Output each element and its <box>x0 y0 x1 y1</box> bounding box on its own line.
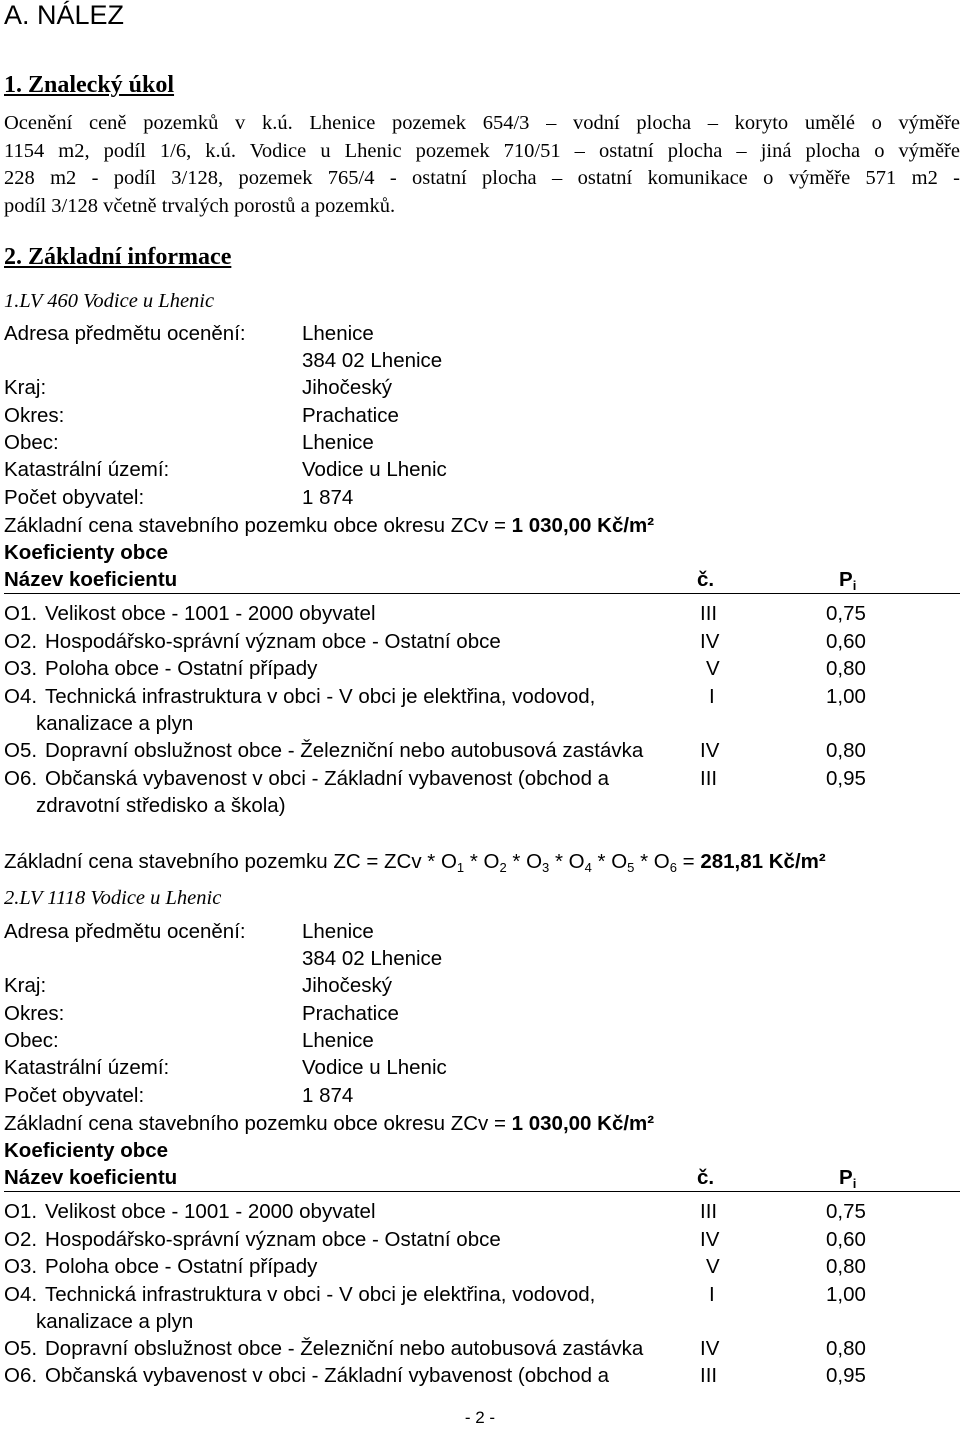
address-line-1: Lhenice <box>302 920 374 943</box>
coef-code: O3. <box>4 1255 38 1278</box>
coef-p: 1,00 <box>826 685 866 708</box>
coef-p: 0,80 <box>826 1337 866 1360</box>
okres-label: Okres: <box>4 404 65 427</box>
coef-text: Občanská vybavenost v obci - Základní vybavenost (obchod a <box>45 767 610 790</box>
coef-p: 0,75 <box>826 602 866 625</box>
kraj-value: Jihočeský <box>302 376 393 399</box>
col-p-letter: P <box>839 1166 853 1189</box>
coef-c: V <box>706 1255 720 1278</box>
coef-p: 1,00 <box>826 1283 866 1306</box>
coef-p: 0,80 <box>826 739 866 762</box>
task-line: 1154 m2, podíl 1/6, k.ú. Vodice u Lhenic pozemek 710/51 – ostatní plocha – jiná plocha o výměře <box>4 139 960 162</box>
section-1-title: 1. Znalecký úkol <box>4 72 175 98</box>
col-c-header: č. <box>697 1166 715 1189</box>
col-p-subscript: i <box>852 578 857 593</box>
sub-3: 3 <box>542 860 550 875</box>
page-number: - 2 - <box>464 1408 496 1427</box>
coef-code: O2. <box>4 630 38 653</box>
coef-table-header <box>4 566 960 594</box>
address-line-1: Lhenice <box>302 322 374 345</box>
task-line: Ocenění ceně pozemků v k.ú. Lhenice pozemek 654/3 – vodní plocha – koryto umělé o výměře <box>4 112 960 134</box>
coef-text: Velikost obce - 1001 - 2000 obyvatel <box>45 1200 376 1223</box>
address-line-2: 384 02 Lhenice <box>302 349 443 372</box>
coef-code: O1. <box>4 602 38 625</box>
coef-c: IV <box>700 630 720 653</box>
coef-c: III <box>700 1200 718 1223</box>
coef-p: 0,60 <box>826 1228 866 1251</box>
kraj-label: Kraj: <box>4 376 47 399</box>
coef-p: 0,80 <box>826 1255 866 1278</box>
coef-text: Poloha obce - Ostatní případy <box>45 1255 318 1278</box>
col-c-header: č. <box>697 568 715 591</box>
ku-label: Katastrální území: <box>4 1056 170 1079</box>
coef-table-header <box>4 1164 960 1192</box>
coef-code: O5. <box>4 739 38 762</box>
section-2-title: 2. Základní informace <box>4 244 232 270</box>
coef-c: I <box>709 685 715 708</box>
zcv-text: Základní cena stavebního pozemku obce okresu ZCv = <box>4 1112 512 1135</box>
coef-text: Hospodářsko-správní význam obce - Ostatní obce <box>45 630 501 653</box>
coef-p: 0,60 <box>826 630 866 653</box>
coef-text: Velikost obce - 1001 - 2000 obyvatel <box>45 602 376 625</box>
coef-text-continued: kanalizace a plyn <box>36 1310 194 1333</box>
task-line: 228 m2 - podíl 3/128, pozemek 765/4 - ostatní plocha – ostatní komunikace o výměře 571 m2 - <box>4 167 960 189</box>
col-name-header: Název koeficientu <box>4 1166 178 1189</box>
obec-label: Obec: <box>4 431 59 454</box>
col-name-header: Název koeficientu <box>4 568 178 591</box>
coef-text: Dopravní obslužnost obce - Železniční nebo autobusová zastávka <box>45 1337 644 1360</box>
coef-code: O4. <box>4 1283 38 1306</box>
sub-4: 4 <box>584 860 592 875</box>
zcv-line <box>4 512 654 539</box>
coef-c: III <box>700 767 718 790</box>
sub-5: 5 <box>627 860 635 875</box>
sub-6: 6 <box>669 860 677 875</box>
population-label: Počet obyvatel: <box>4 486 145 509</box>
zcv-value: 1 030,00 Kč/m² <box>511 514 655 537</box>
ku-value: Vodice u Lhenic <box>302 1056 447 1079</box>
coef-c: I <box>709 1283 715 1306</box>
coef-code: O2. <box>4 1228 38 1251</box>
main-heading: A. NÁLEZ <box>4 0 125 30</box>
kraj-value: Jihočeský <box>302 974 393 997</box>
okres-label: Okres: <box>4 1002 65 1025</box>
zcv-value: 1 030,00 Kč/m² <box>511 1112 655 1135</box>
lv-heading: 2.LV 1118 Vodice u Lhenic <box>4 887 222 909</box>
okres-value: Prachatice <box>302 1002 399 1025</box>
coef-c: III <box>700 602 718 625</box>
coef-p: 0,95 <box>826 1364 866 1387</box>
population-value: 1 874 <box>302 486 354 509</box>
ku-label: Katastrální území: <box>4 458 170 481</box>
address-label: Adresa předmětu ocenění: <box>4 322 246 345</box>
coef-code: O1. <box>4 1200 38 1223</box>
coef-text: Poloha obce - Ostatní případy <box>45 657 318 680</box>
obec-value: Lhenice <box>302 1029 374 1052</box>
coef-code: O5. <box>4 1337 38 1360</box>
col-p-header <box>839 566 856 599</box>
task-description <box>4 110 960 220</box>
coef-text-continued: zdravotní středisko a škola) <box>36 794 286 817</box>
coef-p: 0,80 <box>826 657 866 680</box>
obec-label: Obec: <box>4 1029 59 1052</box>
coef-text-continued: kanalizace a plyn <box>36 712 194 735</box>
task-line: podíl 3/128 včetně trvalých porostů a pozemků. <box>4 194 396 217</box>
zcv-text: Základní cena stavebního pozemku obce okresu ZCv = <box>4 514 512 537</box>
formula-text: Základní cena stavebního pozemku ZC = ZCv * O <box>4 850 457 873</box>
coef-c: V <box>706 657 720 680</box>
coef-code: O6. <box>4 767 38 790</box>
sub-2: 2 <box>499 860 507 875</box>
coef-p: 0,95 <box>826 767 866 790</box>
formula-line: Základní cena stavebního pozemku ZC = ZCv * $O_1 * O_2 * O_3 * O_4 * O_5 * O_6 = 281,81$ Kč/m² <box>4 850 826 875</box>
zcv-line <box>4 1110 654 1137</box>
coef-text: Technická infrastruktura v obci - V obci je elektřina, vodovod, <box>45 685 596 708</box>
coef-code: O4. <box>4 685 38 708</box>
sub-1: 1 <box>456 860 465 875</box>
address-line-2: 384 02 Lhenice <box>302 947 443 970</box>
coef-code: O6. <box>4 1364 38 1387</box>
coef-c: IV <box>700 1228 720 1251</box>
population-value: 1 874 <box>302 1084 354 1107</box>
coef-p: 0,75 <box>826 1200 866 1223</box>
coef-c: III <box>700 1364 718 1387</box>
kraj-label: Kraj: <box>4 974 47 997</box>
coef-text: Hospodářsko-správní význam obce - Ostatní obce <box>45 1228 501 1251</box>
coef-c: IV <box>700 1337 720 1360</box>
coef-title: Koeficienty obce <box>4 1139 169 1162</box>
obec-value: Lhenice <box>302 431 374 454</box>
ku-value: Vodice u Lhenic <box>302 458 447 481</box>
address-label: Adresa předmětu ocenění: <box>4 920 246 943</box>
lv-heading: 1.LV 460 Vodice u Lhenic <box>4 290 215 312</box>
col-p-subscript: i <box>852 1176 857 1191</box>
coef-text: Občanská vybavenost v obci - Základní vybavenost (obchod a <box>45 1364 610 1387</box>
coef-c: IV <box>700 739 720 762</box>
coef-text: Technická infrastruktura v obci - V obci je elektřina, vodovod, <box>45 1283 596 1306</box>
okres-value: Prachatice <box>302 404 399 427</box>
col-p-letter: P <box>839 568 853 591</box>
population-label: Počet obyvatel: <box>4 1084 145 1107</box>
coef-code: O3. <box>4 657 38 680</box>
formula-result: 281,81 Kč/m² <box>700 850 826 873</box>
coef-title: Koeficienty obce <box>4 541 169 564</box>
coef-text: Dopravní obslužnost obce - Železniční nebo autobusová zastávka <box>45 739 644 762</box>
col-p-header <box>839 1164 856 1197</box>
